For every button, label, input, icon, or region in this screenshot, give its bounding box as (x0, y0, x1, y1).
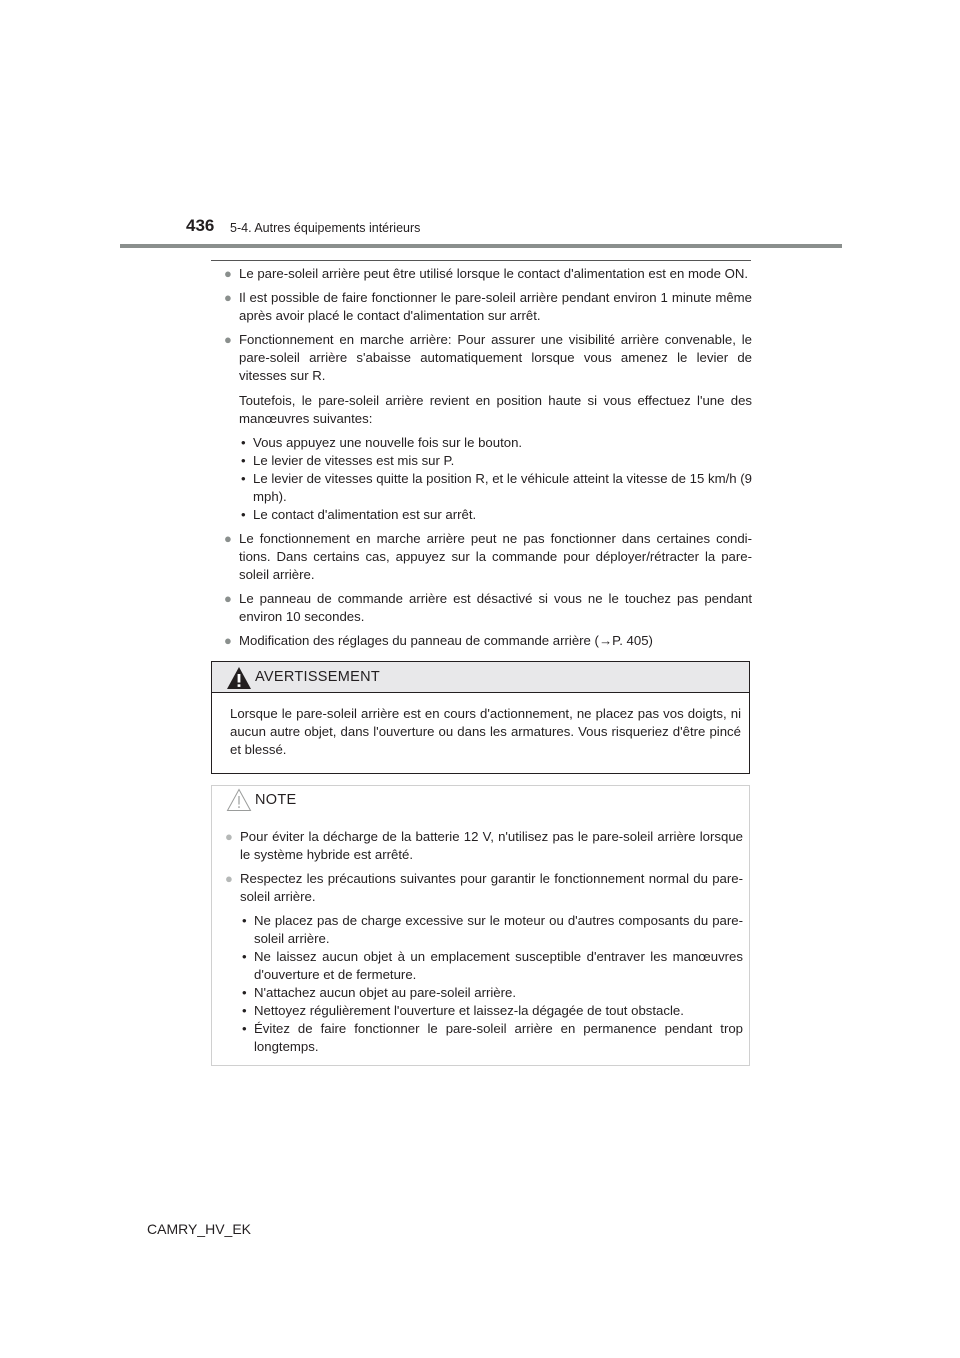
bullet-text: Il est possible de faire fonctionner le pare-soleil arrière pendant environ 1 minute même après avoir placé le contact d'alimentation sur arrêt. (239, 290, 752, 323)
note-box (211, 785, 750, 1066)
list-item-text: Ne laissez aucun objet à un emplacement susceptible d'entraver les manœuvres d'ouverture et de fermeture. (254, 949, 743, 982)
bullet-dot-icon: ● (224, 332, 232, 347)
bullet-text: Respectez les précautions suivantes pour garantir le fonctionnement normal du pare-soleil arrière. (240, 871, 743, 904)
bullet-dot-icon: • (242, 985, 247, 1000)
warning-triangle-icon (226, 666, 252, 690)
bullet-text: Pour éviter la décharge de la batterie 12 V, n'utilisez pas le pare-soleil arrière lorsque le système hybride est arrêté. (240, 829, 743, 862)
page-number: 436 (186, 216, 215, 235)
bullet-text: Le pare-soleil arrière peut être utilisé lorsque le contact d'alimentation est en mode ON. (239, 266, 749, 281)
header-rule (120, 244, 842, 248)
list-item (240, 912, 743, 948)
content-top-rule (211, 260, 751, 261)
list-item-text: Nettoyez régulièrement l'ouverture et laissez-la dégagée de tout obstacle. (254, 1003, 684, 1018)
list-item (240, 1020, 743, 1056)
list-item-text: Le levier de vitesses est mis sur P. (253, 453, 455, 468)
bullet-dot-icon: • (241, 507, 246, 522)
note-title: NOTE (255, 792, 297, 808)
list-item (240, 1002, 743, 1020)
list-item (239, 434, 752, 452)
bullet-item (225, 828, 743, 864)
warning-title: AVERTISSEMENT (255, 669, 381, 685)
note-content (225, 828, 743, 1056)
bullet-dot-icon: ● (225, 871, 233, 886)
bullet-dot-icon: ● (224, 531, 232, 546)
list-item-text: N'attachez aucun objet au pare-soleil arrière. (254, 985, 517, 1000)
bullet-dot-icon: • (242, 949, 247, 964)
list-item-text: Vous appuyez une nouvelle fois sur le bouton. (253, 435, 523, 450)
list-item (240, 948, 743, 984)
list-item (240, 984, 743, 1002)
bullet-text: Le panneau de commande arrière est désactivé si vous ne le touchez pas pendant environ 10 secondes. (239, 591, 752, 624)
warning-box (211, 661, 750, 774)
bullet-item (224, 530, 752, 584)
bullet-dot-icon: • (242, 1003, 247, 1018)
list-item-text: Le levier de vitesses quitte la position R, et le véhicule atteint la vitesse de 15 km/h (9 mph). (253, 471, 752, 504)
bullet-dot-icon: • (241, 471, 246, 486)
bullet-dot-icon: ● (224, 591, 232, 606)
reverse-conditions-list (224, 434, 752, 524)
warning-text: Lorsque le pare-soleil arrière est en cours d'actionnement, ne placez pas vos doigts, ni aucun autre objet, dans l'ouverture ou dans les armatures. Vous risqueriez d'être pincé et blessé. (230, 706, 741, 757)
bullet-dot-icon: ● (224, 290, 232, 305)
list-item-text: Le contact d'alimentation est sur arrêt. (253, 507, 477, 522)
warning-header (212, 662, 749, 693)
bullet-text: Fonctionnement en marche arrière: Pour assurer une visibilité arrière convenable, le pare-soleil arrière s'abaisse automatiquement lorsque vous amenez le levier de vitesses sur R. (239, 332, 752, 383)
reverse-intro: Toutefois, le pare-soleil arrière revient en position haute si vous effectuez l'une des manœuvres suivantes: (239, 393, 752, 426)
bullet-dot-icon: ● (225, 829, 233, 844)
list-item (239, 470, 752, 506)
bullet-text: Le fonctionnement en marche arrière peut ne pas fonctionner dans certaines condi-tions. Dans certains cas, appuyez sur la commande pour déployer/rétracter la pare-soleil arrière. (239, 531, 752, 582)
bullet-item (224, 265, 752, 283)
list-item-text: Évitez de faire fonctionner le pare-soleil arrière en permanence pendant trop longtemps. (254, 1021, 743, 1054)
bullet-item (224, 331, 752, 385)
bullet-dot-icon: ● (224, 266, 232, 281)
bullet-dot-icon: ● (224, 633, 232, 648)
bullet-dot-icon: • (242, 1021, 247, 1036)
model-code: CAMRY_HV_EK (147, 1221, 252, 1237)
caution-triangle-icon (226, 788, 252, 812)
main-content (224, 265, 752, 650)
bullet-item (224, 289, 752, 325)
list-item (239, 452, 752, 470)
section-title: 5-4. Autres équipements intérieurs (230, 221, 421, 235)
bullet-dot-icon: • (241, 435, 246, 450)
bullet-text: Modification des réglages du panneau de commande arrière (→P. 405) (239, 633, 653, 648)
bullet-item (225, 870, 743, 906)
bullet-item (224, 590, 752, 626)
list-item (239, 506, 752, 524)
list-item-text: Ne placez pas de charge excessive sur le moteur ou d'autres composants du pare-soleil arrière. (254, 913, 743, 946)
bullet-dot-icon: • (241, 453, 246, 468)
bullet-dot-icon: • (242, 913, 247, 928)
precautions-list (225, 912, 743, 1056)
bullet-item (224, 632, 752, 650)
